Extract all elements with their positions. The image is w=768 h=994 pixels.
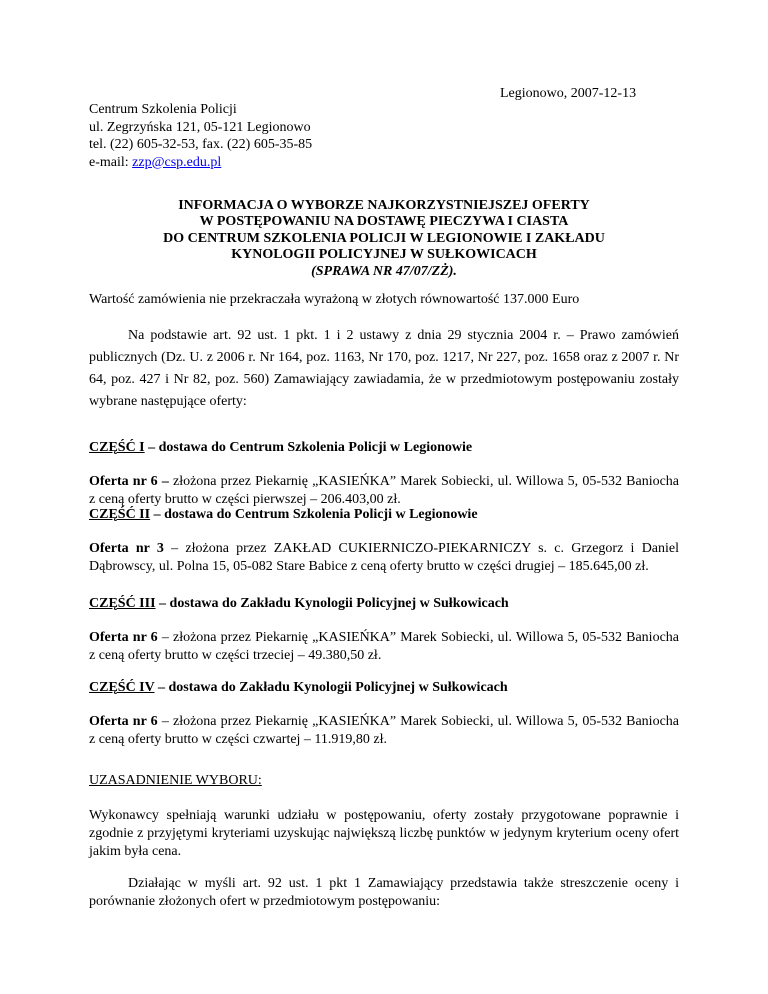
part-3-offer-text: – złożona przez Piekarnię „KASIEŃKA” Marek Sobiecki, ul. Willowa 5, 05-532 Baniocha z ceną oferty brutto w części trzeciej – 49.380,50 zł. (89, 630, 679, 663)
sender-street: ul. Zegrzyńska 121, 05-121 Legionowo (89, 119, 311, 135)
closing-paragraph: Działając w myśli art. 92 ust. 1 pkt 1 Zamawiający przedstawia także streszczenie oceny i porównanie złożonych ofert w przedmiotowym postępowaniu: (89, 876, 679, 909)
title-line-4: KYNOLOGII POLICYJNEJ W SUŁKOWICACH (231, 247, 537, 263)
part-2-heading: CZĘŚĆ II – dostawa do Centrum Szkolenia Policji w Legionowie (89, 507, 478, 522)
sender-name: Centrum Szkolenia Policji (89, 102, 237, 117)
part-4-offer-label: Oferta nr 6 (89, 714, 158, 729)
part-4-offer (89, 713, 679, 749)
sender-email-line (89, 154, 312, 172)
part-3-heading: CZĘŚĆ III – dostawa do Zakładu Kynologii Policyjnej w Sułkowicach (89, 596, 509, 611)
part-2-offer (89, 540, 679, 576)
part-1-offer-label: Oferta nr 6 – (89, 474, 169, 489)
email-label: e-mail: (89, 154, 133, 170)
sender-address (89, 101, 312, 171)
title-line-2: W POSTĘPOWANIU NA DOSTAWĘ PIECZYWA I CIASTA (199, 214, 569, 230)
part-4-heading: CZĘŚĆ IV – dostawa do Zakładu Kynologii Policyjnej w Sułkowicach (89, 680, 508, 695)
intro-paragraph: Na podstawie art. 92 ust. 1 pkt. 1 i 2 ustawy z dnia 29 stycznia 2004 r. – Prawo zamówień publicznych (Dz. U. z 2006 r. Nr 164, poz. 1163, Nr 170, poz. 1217, Nr 227, poz. 1658 oraz z 2007 r. Nr 64, poz. 427 i Nr 82, poz. 560) Zamawiający zawiadamia, że w przedmiotowym postępowaniu zostały wybrane następujące oferty: (89, 328, 679, 409)
part-1-heading: CZĘŚĆ I – dostawa do Centrum Szkolenia Policji w Legionowie (89, 440, 473, 455)
part-1-label: CZĘŚĆ I (89, 440, 145, 455)
document-title (89, 198, 679, 280)
part-3-label: CZĘŚĆ III (89, 596, 156, 611)
part-1-offer-text: złożona przez Piekarnię „KASIEŃKA” Marek Sobiecki, ul. Willowa 5, 05-532 Baniocha z ceną oferty brutto w części pierwszej – 206.403,00 zł. (89, 474, 680, 507)
part-2-offer-text: – złożona przez ZAKŁAD CUKIERNICZO-PIEKARNICZY s. c. Grzegorz i Daniel Dąbrowscy, ul. Polna 15, 05-082 Stare Babice z ceną oferty brutto w części drugiej – 185.645,00 zł. (89, 541, 680, 574)
part-3-offer (89, 629, 679, 665)
email-link[interactable]: zzp@csp.edu.pl (132, 154, 222, 170)
part-3-offer-label: Oferta nr 6 (89, 630, 158, 645)
part-2-offer-label: Oferta nr 3 (89, 541, 164, 556)
title-line-1: INFORMACJA O WYBORZE NAJKORZYSTNIEJSZEJ OFERTY (178, 198, 590, 213)
part-2-label: CZĘŚĆ II (89, 507, 151, 522)
part-4-label: CZĘŚĆ IV (89, 680, 155, 695)
document-date: Legionowo, 2007-12-13 (500, 86, 637, 101)
case-number: (SPRAWA NR 47/07/ZŻ). (311, 263, 457, 279)
title-line-3: DO CENTRUM SZKOLENIA POLICJI W LEGIONOWIE I ZAKŁADU (163, 230, 605, 246)
part-4-offer-text: – złożona przez Piekarnię „KASIEŃKA” Marek Sobiecki, ul. Willowa 5, 05-532 Baniocha z ceną oferty brutto w części czwartej – 11.919,80 zł. (89, 714, 679, 747)
justification-heading: UZASADNIENIE WYBORU: (89, 773, 262, 788)
justification-paragraph: Wykonawcy spełniają warunki udziału w postępowaniu, oferty zostały przygotowane poprawnie i zgodnie z przyjętymi kryteriami uzyskując największą liczbę punktów w jedynym kryterium oceny ofert jakim była cena. (89, 808, 679, 859)
value-note: Wartość zamówienia nie przekraczała wyrażoną w złotych równowartość 137.000 Euro (89, 292, 580, 307)
sender-phone: tel. (22) 605-32-53, fax. (22) 605-35-85 (89, 137, 313, 152)
